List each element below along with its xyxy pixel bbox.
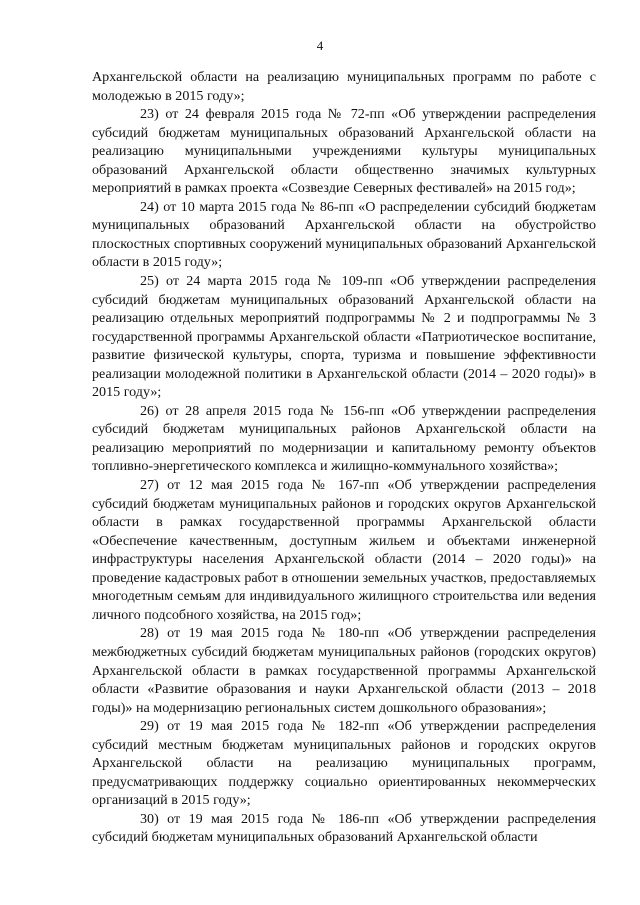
page-number: 4 bbox=[316, 38, 324, 53]
list-item-28: 28) от 19 мая 2015 года № 180-пп «Об утверждении распределения межбюджетных субсидий бюджетам муниципальных районов (городских округов) Архангельской области в рамках государственной программы Архангельской области «Развитие образования и науки Архангельской области (2013 – 2018 годы)» на модернизацию региональных систем дошкольного образования»; bbox=[92, 625, 596, 716]
list-item-26: 26) от 28 апреля 2015 года № 156-пп «Об утверждении распределения субсидий бюджетам муниципальных районов Архангельской области на реализацию мероприятий по модернизации и капитальному ремонту объектов топливно-энергетического комплекса и жилищно-коммунального хозяйства»; bbox=[92, 402, 596, 475]
list-item-30: 30) от 19 мая 2015 года № 186-пп «Об утверждении распределения субсидий бюджетам муниципальных образований Архангельской области bbox=[92, 810, 596, 846]
list-item-27: 27) от 12 мая 2015 года № 167-пп «Об утверждении распределения субсидий бюджетам муниципальных районов и городских округов Архангельской области в рамках государственной программы Архангельской области «Обеспечение качественным, доступным жильем и объектами инженерной инфраструктуры населения Архангельской области (2014 – 2020 годы)» на проведение кадастровых работ в отношении земельных участков, предоставляемых многодетным семьям для индивидуального жилищного строительства или ведения личного подсобного хозяйства, на 2015 год»; bbox=[92, 477, 596, 623]
list-item-23: 23) от 24 февраля 2015 года № 72-пп «Об утверждении распределения субсидий бюджетам муниципальных образований Архангельской области на реализацию муниципальными учреждениями культуры муниципальных образований Архангельской области общественно значимых культурных мероприятий в рамках проекта «Созвездие Северных фестивалей» на 2015 год»; bbox=[92, 106, 596, 197]
list-item-29: 29) от 19 мая 2015 года № 182-пп «Об утверждении распределения субсидий местным бюджетам муниципальных районов и городских округов Архангельской области на реализацию муниципальных программ, предусматривающих поддержку социально ориентированных некоммерческих организаций в 2015 году»; bbox=[92, 718, 596, 809]
list-item-25: 25) от 24 марта 2015 года № 109-пп «Об утверждении распределения субсидий бюджетам муниципальных образований Архангельской области на реализацию отдельных мероприятий подпрограммы № 2 и подпрограммы № 3 государственной программы Архангельской области «Патриотическое воспитание, развитие физической культуры, спорта, туризма и повышение эффективности реализации молодежной политики в Архангельской области (2014 – 2020 годы)» в 2015 году»; bbox=[92, 273, 596, 401]
list-item-24: 24) от 10 марта 2015 года № 86-пп «О распределении субсидий бюджетам муниципальных образований Архангельской области на обустройство плоскостных спортивных сооружений муниципальных образований Архангельской области в 2015 году»; bbox=[92, 198, 596, 271]
document-body bbox=[92, 68, 596, 847]
paragraph-continuation: Архангельской области на реализацию муниципальных программ по работе с молодежью в 2015 году»; bbox=[92, 69, 596, 104]
